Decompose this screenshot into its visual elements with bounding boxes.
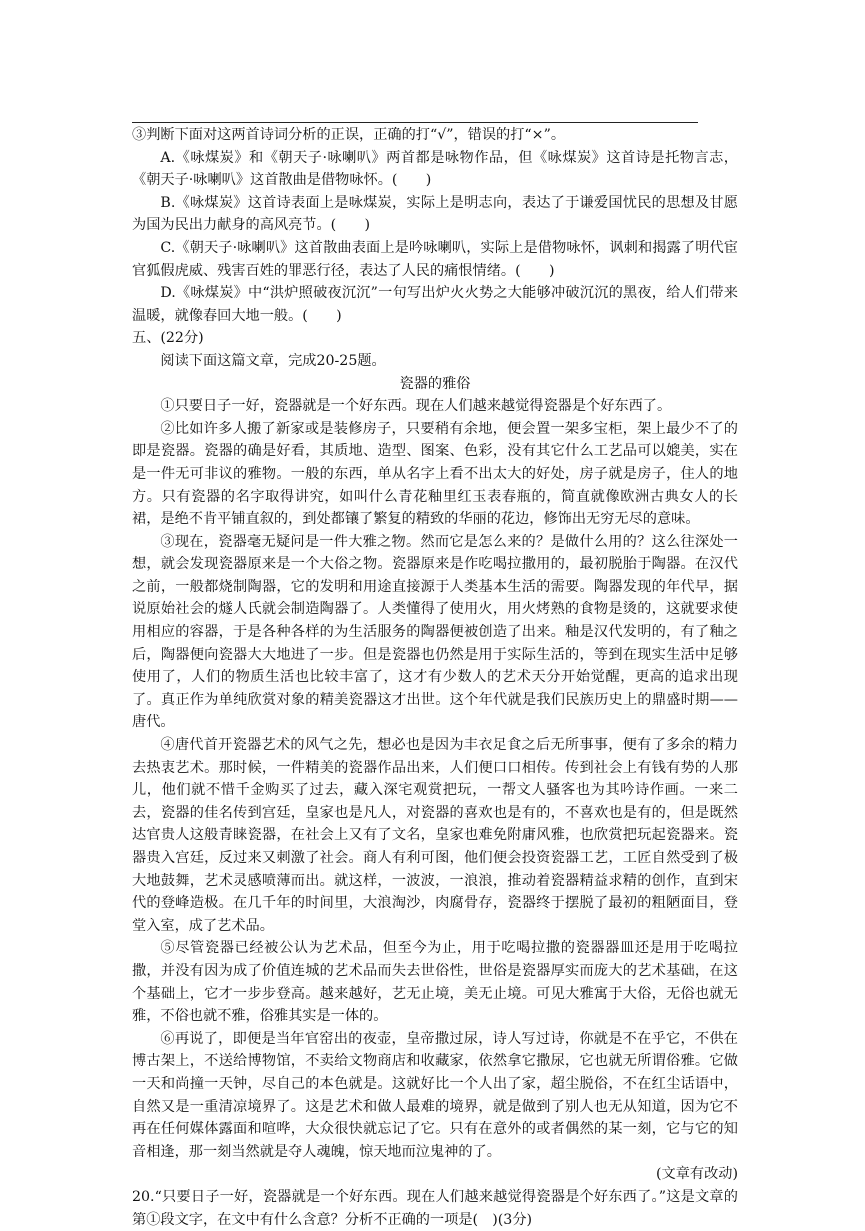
article-paragraph-3: ③现在，瓷器毫无疑问是一件大雅之物。然而它是怎么来的？是做什么用的？这么往深处一想，就会发现瓷器原来是一个大俗之物。瓷器原来是作吃喝拉撒用的，最初脱胎于陶器。在汉代之前，一般都烧制陶器，它的发明和用途直接源于人类基本生活的需要。陶器发现的年代早，据说原始社会的燧人氏就会制造陶器了。人类懂得了使用火，用火烤熟的食物是烫的，这就要求使用相应的容器，于是各种各样的为生活服务的陶器便被创造了出来。釉是汉代发明的，有了釉之后，陶器便向瓷器大大地进了一步。但是瓷器也仍然是用于实际生活的，等到在现实生活中足够使用了，人们的物质生活也比较丰富了，这才有少数人的艺术天分开始觉醒，更高的追求出现了。真正作为单纯欣赏对象的精美瓷器这才出世。这个年代就是我们民族历史上的鼎盛时期——唐代。 [132,533,738,731]
article-paragraph-1: ①只要日子一好，瓷器就是一个好东西。现在人们越来越觉得瓷器是个好东西了。 [160,398,672,415]
q19-3-option-c: C.《朝天子·咏喇叭》这首散曲表面上是吟咏喇叭，实际上是借物咏怀，讽刺和揭露了明代宦官狐假虎威、残害百姓的罪恶行径，表达了人民的痛恨情绪。( ) [132,239,738,279]
q19-3-stem: ③判断下面对这两首诗词分析的正误，正确的打“√”，错误的打“×”。 [132,127,566,143]
article-note: (文章有改动) [655,1166,738,1183]
q19-3-option-b: B.《咏煤炭》这首诗表面上是咏煤炭，实际上是明志向，表达了于谦爱国忧民的思想及甘愿为国为民出力献身的高风亮节。( ) [132,194,738,234]
section-five-heading: 五、(22分) [132,330,204,347]
header-rule [132,122,698,123]
section-five-instruction: 阅读下面这篇文章，完成20-25题。 [160,352,386,369]
article-paragraph-4: ④唐代首开瓷器艺术的风气之先，想必也是因为丰衣足食之后无所事事，便有了多余的精力去热衷艺术。那时候，一件精美的瓷器作品出来，人们便口口相传。传到社会上有钱有势的人那儿，他们就不惜千金购买了过去，藏入深宅观赏把玩，一帮文人骚客也为其吟诗作画。一来二去，瓷器的佳名传到宫廷，皇家也是凡人，对瓷器的喜欢也是有的，不喜欢也是有的，但是既然达官贵人这般青睐瓷器，在社会上又有了文名，皇家也难免附庸风雅，也欣赏把玩起瓷器来。瓷器贵入宫廷，反过来又刺激了社会。商人有利可图，他们便会投资瓷器工艺，工匠自然受到了极大地鼓舞，艺术灵感喷薄而出。就这样，一波波，一浪浪，推动着瓷器精益求精的创作，直到宋代的登峰造极。在几千年的时间里，大浪淘沙，肉腐骨存，瓷器终于摆脱了最初的粗陋面目，登堂入室，成了艺术品。 [132,737,738,934]
q19-3-option-d: D.《咏煤炭》中“洪炉照破夜沉沉”一句写出炉火火势之大能够冲破沉沉的黑夜，给人们带来温暖，就像春回大地一般。( ) [132,285,738,324]
article-paragraph-2: ②比如许多人搬了新家或是装修房子，只要稍有余地，便会置一架多宝柜，架上最少不了的即是瓷器。瓷器的确是好看，其质地、造型、图案、色彩，没有其它什么工艺品可以媲美，实在是一件无可非议的雅物。一般的东西，单从名字上看不出太大的好处，房子就是房子，住人的地方。只有瓷器的名字取得讲究，如叫什么青花釉里红玉表春瓶的，简直就像欧洲古典女人的长裙，是绝不肯平铺直叙的，到处都镶了繁复的精致的华丽的花边，修饰出无穷无尽的意味。 [132,420,738,528]
article-paragraph-6: ⑥再说了，即便是当年官窑出的夜壶，皇帝撒过尿，诗人写过诗，你就是不在乎它，不供在博古架上，不送给博物馆，不卖给文物商店和收藏家，依然拿它撒尿，它也就无所谓俗雅。它做一天和尚撞一天钟，尽自己的本色就是。这就好比一个人出了家，超尘脱俗，不在红尘话语中，自然又是一重清凉境界了。这是艺术和做人最难的境界，就是做到了别人也无从知道，因为它不再在任何媒体露面和喧哗，大众很快就忘记了它。只有在意外的或者偶然的某一刻，它与它的知音相逢，那一刻当然就是夺人魂魄，惊天地而泣鬼神的了。 [132,1030,738,1160]
article-paragraph-5: ⑤尽管瓷器已经被公认为艺术品，但至今为止，用于吃喝拉撒的瓷器器皿还是用于吃喝拉撒，并没有因为成了价值连城的艺术品而失去世俗性，世俗是瓷器厚实而庞大的艺术基础，在这个基础上，它才一步步登高。越来越好，艺无止境，美无止境。可见大雅寓于大俗，无俗也就无雅，不俗也就不雅，俗雅其实是一体的。 [132,940,738,1025]
document-body [132,124,738,1231]
q19-3-option-a: A.《咏煤炭》和《朝天子·咏喇叭》两首都是咏物作品，但《咏煤炭》这首诗是托物言志，《朝天子·咏喇叭》这首散曲是借物咏怀。( ) [132,149,738,189]
question-20: 20.“只要日子一好，瓷器就是一个好东西。现在人们越来越觉得瓷器是个好东西了。”这是文章的第①段文字，在文中有什么含意？分析不正确的一项是( )(3分) [132,1188,738,1228]
article-title: 瓷器的雅俗 [399,375,471,392]
